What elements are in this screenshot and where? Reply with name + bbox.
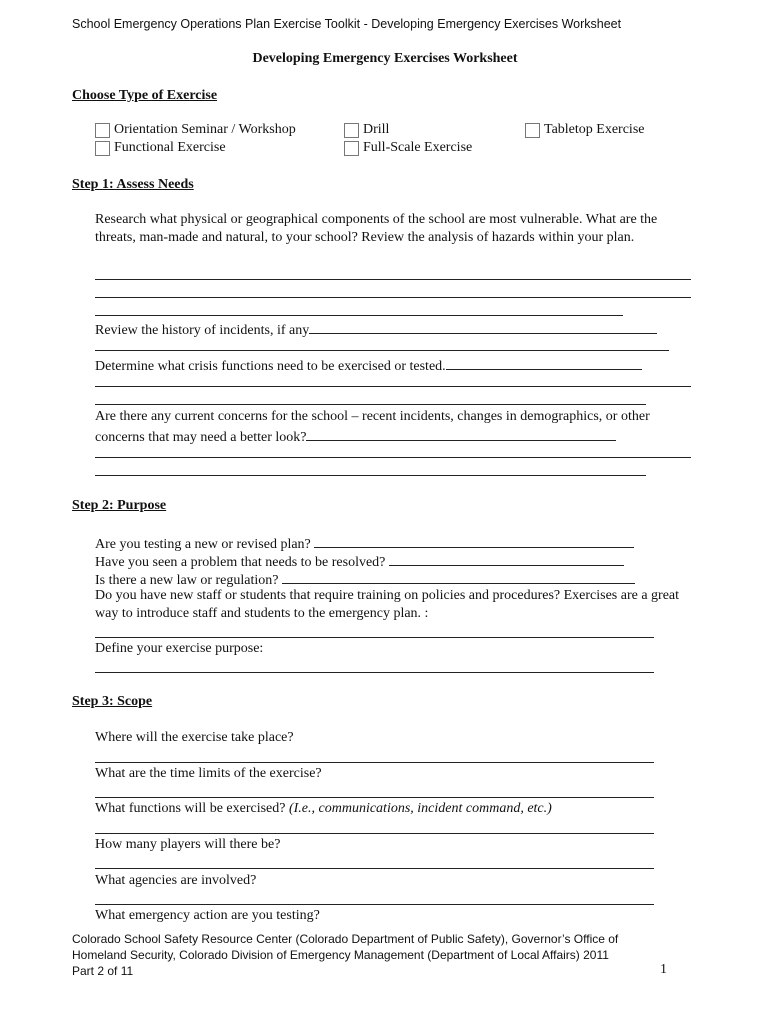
footer-line: Homeland Security, Colorado Division of Emergency Management (Department of Local Affairs) 2011 (72, 948, 609, 962)
answer-line[interactable] (95, 350, 669, 351)
answer-line[interactable] (95, 475, 646, 476)
running-header: School Emergency Operations Plan Exercise Toolkit - Developing Emergency Exercises Worksheet (72, 17, 622, 31)
step3-question-functions: What functions will be exercised? (I.e., communications, incident command, etc.) (95, 801, 552, 816)
step1-question-concerns: Are there any current concerns for the school – recent incidents, changes in demographics, or other (95, 409, 650, 424)
footer-line: Colorado School Safety Resource Center (Colorado Department of Public Safety), Governor’s Office of (72, 932, 619, 946)
answer-line[interactable] (446, 356, 642, 370)
answer-line[interactable] (389, 552, 624, 566)
step2-question-staff: Do you have new staff or students that require training on policies and procedures? Exercises are a great way to introduce staff and students to the emergency plan. : (95, 588, 680, 621)
checkbox-box[interactable] (344, 123, 359, 138)
checkbox-box[interactable] (95, 141, 110, 156)
checkbox-label: Functional Exercise (114, 140, 226, 155)
answer-line[interactable] (309, 320, 657, 334)
step2-question-plan: Are you testing a new or revised plan? (95, 534, 634, 553)
footer-part: Part 2 of 11 (72, 964, 134, 978)
step3-heading: Step 3: Scope (72, 694, 153, 709)
answer-line[interactable] (95, 386, 691, 387)
answer-line[interactable] (314, 534, 634, 548)
checkbox-box[interactable] (525, 123, 540, 138)
answer-line[interactable] (95, 279, 691, 280)
page-number: 1 (660, 962, 667, 977)
checkbox-box[interactable] (95, 123, 110, 138)
step3-question-location: Where will the exercise take place? (95, 730, 294, 745)
answer-line[interactable] (95, 457, 691, 458)
step1-question-hazards: Research what physical or geographical components of the school are most vulnerable. What are the threats, man-made and natural, to your school? Review the analysis of hazards within your plan. (95, 212, 658, 245)
answer-line[interactable] (95, 404, 646, 405)
step1-question-history: Review the history of incidents, if any (95, 320, 657, 339)
answer-line[interactable] (95, 868, 654, 869)
answer-line[interactable] (306, 427, 616, 441)
answer-line[interactable] (282, 570, 635, 584)
answer-line[interactable] (95, 297, 691, 298)
drill-checkbox[interactable] (344, 122, 389, 138)
answer-line[interactable] (95, 797, 654, 798)
step1-heading: Step 1: Assess Needs (72, 177, 194, 192)
checkbox-box[interactable] (344, 141, 359, 156)
page-title: Developing Emergency Exercises Worksheet (252, 51, 518, 66)
checkbox-label: Orientation Seminar / Workshop (114, 122, 296, 137)
answer-line[interactable] (95, 833, 654, 834)
step1-question-concerns-cont: concerns that may need a better look? (95, 427, 616, 446)
step3-question-action: What emergency action are you testing? (95, 908, 320, 923)
page-footer (72, 931, 618, 979)
full-scale-exercise-checkbox[interactable] (344, 140, 472, 156)
step1-question-functions: Determine what crisis functions need to be exercised or tested. (95, 356, 642, 375)
step3-question-agencies: What agencies are involved? (95, 873, 257, 888)
step2-heading: Step 2: Purpose (72, 498, 167, 513)
functional-exercise-checkbox[interactable] (95, 140, 226, 156)
checkbox-label: Tabletop Exercise (544, 122, 645, 137)
answer-line[interactable] (95, 904, 654, 905)
step2-question-law: Is there a new law or regulation? (95, 570, 635, 589)
answer-line[interactable] (95, 315, 623, 316)
step3-question-time-limits: What are the time limits of the exercise? (95, 766, 322, 781)
checkbox-label: Full-Scale Exercise (363, 140, 473, 155)
exercise-type-heading: Choose Type of Exercise (72, 88, 218, 103)
tabletop-exercise-checkbox[interactable] (525, 122, 644, 138)
step2-question-purpose: Define your exercise purpose: (95, 641, 264, 656)
orientation-seminar-checkbox[interactable] (95, 122, 296, 138)
checkbox-label: Drill (363, 122, 390, 137)
step3-question-players: How many players will there be? (95, 837, 281, 852)
step2-question-problem: Have you seen a problem that needs to be resolved? (95, 552, 624, 571)
answer-line[interactable] (95, 762, 654, 763)
answer-line[interactable] (95, 637, 654, 638)
answer-line[interactable] (95, 672, 654, 673)
